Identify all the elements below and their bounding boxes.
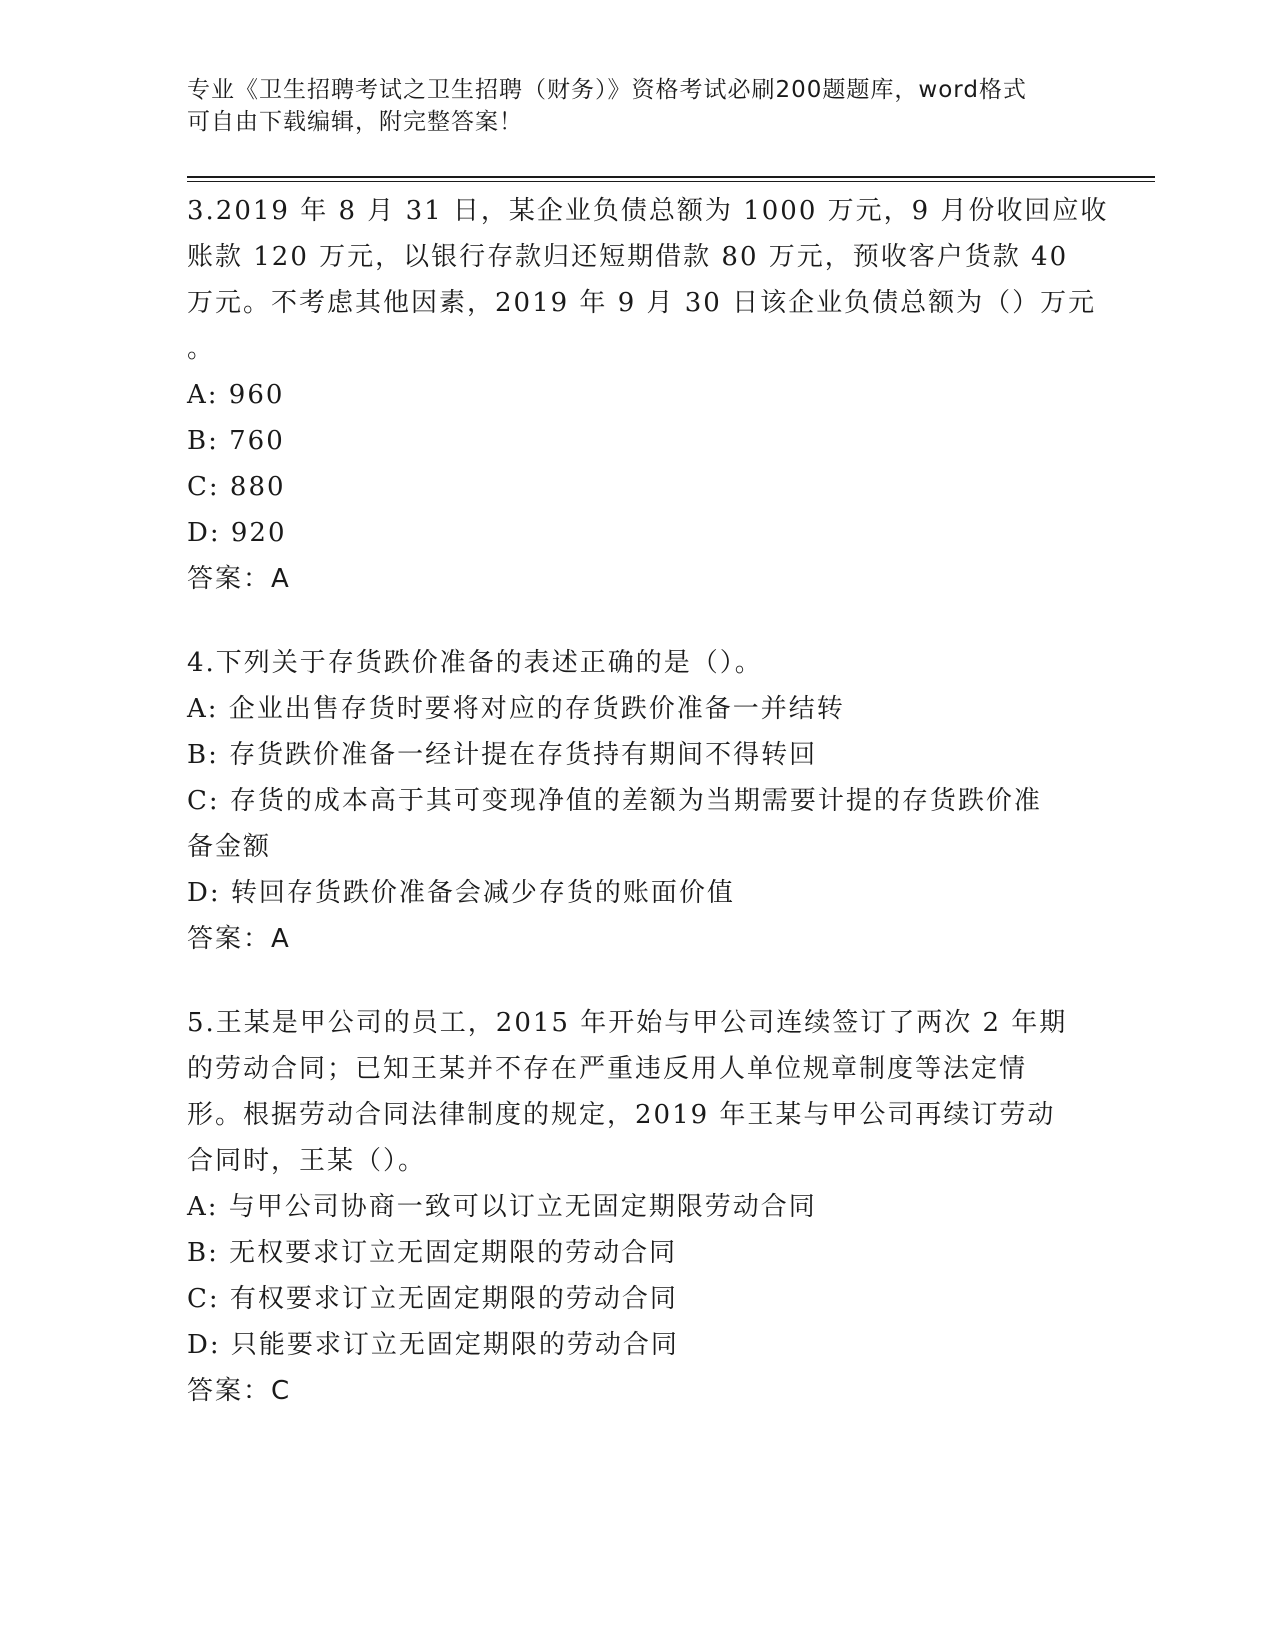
option-c: C: 880: [187, 472, 286, 502]
question-stem-line: 。: [187, 334, 216, 364]
option-b: B: 无权要求订立无固定期限的劳动合同: [187, 1238, 678, 1268]
question-4: [187, 640, 1087, 962]
option-d: D: 只能要求订立无固定期限的劳动合同: [187, 1330, 679, 1360]
question-stem-line: 的劳动合同；已知王某并不存在严重违反用人单位规章制度等法定情: [187, 1054, 1028, 1084]
header-line-2: 可自由下载编辑，附完整答案！: [187, 109, 523, 135]
answer-label: 答案：A: [187, 924, 291, 954]
option-d: D: 920: [187, 518, 287, 548]
document-header: [187, 74, 1067, 138]
answer-label: 答案：C: [187, 1376, 292, 1406]
question-stem-line: 合同时，王某（）。: [187, 1146, 427, 1176]
option-c-continued: 备金额: [187, 832, 272, 862]
question-stem-line: 3.2019 年 8 月 31 日，某企业负债总额为 1000 万元，9 月份收回应收: [187, 196, 1109, 226]
question-stem-line: 5.王某是甲公司的员工，2015 年开始与甲公司连续签订了两次 2 年期: [187, 1008, 1068, 1038]
question-list: [187, 188, 1109, 1414]
header-divider-thick: [187, 176, 1155, 178]
header-line-1: 专业《卫生招聘考试之卫生招聘（财务）》资格考试必刷200题题库，word格式: [187, 77, 1027, 103]
answer-label: 答案：A: [187, 564, 291, 594]
question-5: [187, 1000, 1087, 1414]
option-c: C: 有权要求订立无固定期限的劳动合同: [187, 1284, 678, 1314]
question-stem-line: 4.下列关于存货跌价准备的表述正确的是（）。: [187, 648, 763, 678]
header-divider-thin: [187, 181, 1155, 182]
option-a: A: 与甲公司协商一致可以订立无固定期限劳动合同: [187, 1192, 817, 1222]
question-3: [187, 188, 1109, 602]
question-stem-line: 形。根据劳动合同法律制度的规定，2019 年王某与甲公司再续订劳动: [187, 1100, 1056, 1130]
option-b: B: 存货跌价准备一经计提在存货持有期间不得转回: [187, 740, 818, 770]
option-a: A: 企业出售存货时要将对应的存货跌价准备一并结转: [187, 694, 845, 724]
option-a: A: 960: [187, 380, 285, 410]
option-c: C: 存货的成本高于其可变现净值的差额为当期需要计提的存货跌价准: [187, 786, 1042, 816]
option-b: B: 760: [187, 426, 285, 456]
option-d: D: 转回存货跌价准备会减少存货的账面价值: [187, 878, 735, 908]
question-stem-line: 万元。不考虑其他因素，2019 年 9 月 30 日该企业负债总额为（）万元: [187, 288, 1097, 318]
question-stem-line: 账款 120 万元，以银行存款归还短期借款 80 万元，预收客户货款 40: [187, 242, 1069, 272]
